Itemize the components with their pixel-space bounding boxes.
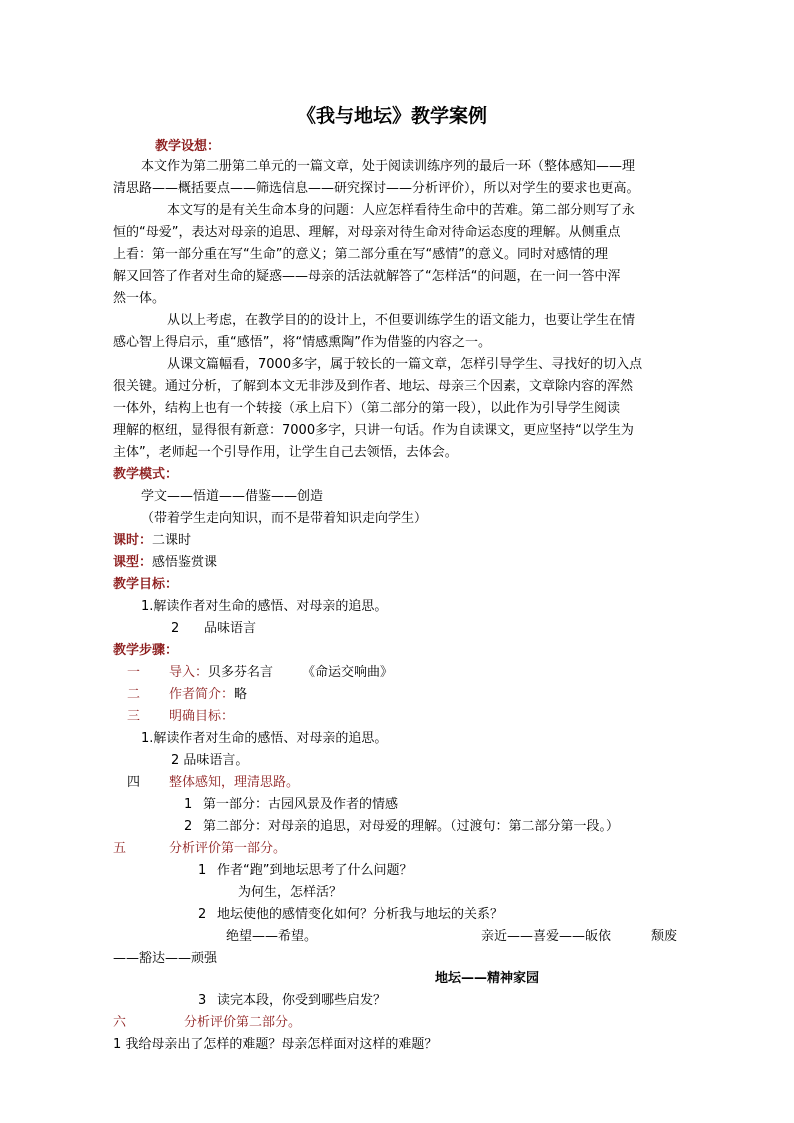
question: 读完本段，你受到哪些启发？ bbox=[217, 993, 387, 1008]
step-item: 第二部分：对母亲的追思，对母爱的理解。（过渡句：第二部分第一段。） bbox=[203, 819, 620, 834]
step-item: 第一部分：古园风景及作者的情感 bbox=[203, 797, 399, 812]
design-line: 一体外，结构上也有一个转接（承上启下）（第二部分的第一段），以此作为引导学生阅读 bbox=[113, 401, 621, 416]
question-num: 1 bbox=[198, 863, 207, 878]
hours-row bbox=[113, 532, 191, 550]
answer: 绝望——希望。 bbox=[226, 929, 318, 944]
design-line: 主体”，老师起一个引导作用，让学生自己去领悟，去体会。 bbox=[113, 445, 458, 460]
step-label: 导入： bbox=[169, 665, 209, 680]
step-text: 略 bbox=[234, 687, 248, 702]
step-number: 二 bbox=[127, 687, 141, 702]
step-text: 贝多芬名言 bbox=[208, 665, 274, 680]
design-line: 感心智上得启示，重“感悟”，将“情感熏陶”作为借鉴的内容之一。 bbox=[113, 335, 491, 350]
answer: 为何生，怎样活？ bbox=[238, 885, 343, 900]
steps-heading: 教学步骤： bbox=[113, 643, 179, 658]
step-item: 2 品味语言。 bbox=[171, 753, 249, 768]
design-line: 从课文篇幅看，7000多字，属于较长的一篇文章，怎样引导学生、寻找好的切入点 bbox=[167, 357, 643, 372]
goals-heading: 教学目标： bbox=[113, 577, 179, 592]
goal-item: 品味语言 bbox=[204, 621, 257, 636]
design-line: 本文作为第二册第二单元的一篇文章，处于阅读训练序列的最后一环（整体感知——理 bbox=[141, 159, 636, 174]
hours-value: 二课时 bbox=[152, 533, 192, 548]
goal-item: 1.解读作者对生命的感悟、对母亲的追思。 bbox=[141, 599, 388, 614]
design-line: 上看：第一部分重在写“生命”的意义；第二部分重在写“感情”的意义。同时对感情的理 bbox=[113, 247, 608, 262]
answer: ——豁达——顽强 bbox=[113, 951, 218, 966]
step-item: 1.解读作者对生命的感悟、对母亲的追思。 bbox=[141, 731, 388, 746]
step-label: 明确目标： bbox=[169, 709, 235, 724]
design-line: 很关键。通过分析，了解到本文无非涉及到作者、地坛、母亲三个因素，文章除内容的浑然 bbox=[113, 379, 634, 394]
question: 作者“跑”到地坛思考了什么问题？ bbox=[217, 863, 413, 878]
step-number: 一 bbox=[127, 665, 141, 680]
hours-heading: 课时： bbox=[113, 533, 153, 548]
question-num: 3 bbox=[198, 993, 207, 1008]
step-label: 作者简介： bbox=[169, 687, 235, 702]
mode-heading: 教学模式： bbox=[113, 467, 179, 482]
step-number: 六 bbox=[113, 1015, 127, 1030]
answer: 亲近——喜爱——皈依 bbox=[481, 929, 612, 944]
goal-item-num: 2 bbox=[171, 621, 180, 636]
answer: 颓废 bbox=[651, 929, 678, 944]
step-extra: 《命运交响曲》 bbox=[302, 665, 394, 680]
step-label: 分析评价第二部分。 bbox=[184, 1015, 302, 1030]
type-row bbox=[113, 554, 217, 572]
step-number: 五 bbox=[113, 841, 127, 856]
mode-line: 学文——悟道——借鉴——创造 bbox=[141, 489, 324, 504]
design-line: 本文写的是有关生命本身的问题：人应怎样看待生命中的苦难。第二部分则写了永 bbox=[167, 203, 636, 218]
mode-note: （带着学生走向知识，而不是带着知识走向学生） bbox=[141, 511, 428, 526]
design-line: 清思路——概括要点——筛选信息——研究探讨——分析评价），所以对学生的要求也更高。 bbox=[113, 181, 640, 196]
design-line: 解又回答了作者对生命的疑惑——母亲的活法就解答了“怎样活“的问题，在一问一答中浑 bbox=[113, 269, 621, 284]
design-heading: 教学设想： bbox=[155, 139, 221, 154]
step-label: 整体感知，理清思路。 bbox=[169, 775, 300, 790]
step-item-num: 2 bbox=[184, 819, 193, 834]
question-num: 2 bbox=[198, 907, 207, 922]
design-line: 理解的枢纽，显得很有新意：7000多字，只讲一句话。作为自读课文，更应坚持“以学生为 bbox=[113, 423, 634, 438]
step-number: 三 bbox=[127, 709, 141, 724]
page-title: 《我与地坛》教学案例 bbox=[297, 105, 488, 127]
type-heading: 课型： bbox=[113, 555, 153, 570]
step-row bbox=[169, 664, 273, 682]
step-number: 四 bbox=[127, 775, 141, 790]
question: 地坛使他的感情变化如何？分析我与地坛的关系？ bbox=[217, 907, 504, 922]
question: 1 我给母亲出了怎样的难题？母亲怎样面对这样的难题？ bbox=[113, 1037, 438, 1052]
step-row bbox=[169, 686, 247, 704]
design-line: 然一体。 bbox=[113, 291, 166, 306]
center-answer: 地坛——精神家园 bbox=[435, 971, 540, 986]
step-label: 分析评价第一部分。 bbox=[169, 841, 287, 856]
step-item-num: 1 bbox=[184, 797, 193, 812]
design-line: 从以上考虑，在教学目的的设计上，不但要训练学生的语文能力，也要让学生在情 bbox=[167, 313, 636, 328]
design-line: 恒的“母爱”，表达对母亲的追思、理解，对母亲对待生命对待命运态度的理解。从侧重点 bbox=[113, 225, 621, 240]
type-value: 感悟鉴赏课 bbox=[152, 555, 218, 570]
